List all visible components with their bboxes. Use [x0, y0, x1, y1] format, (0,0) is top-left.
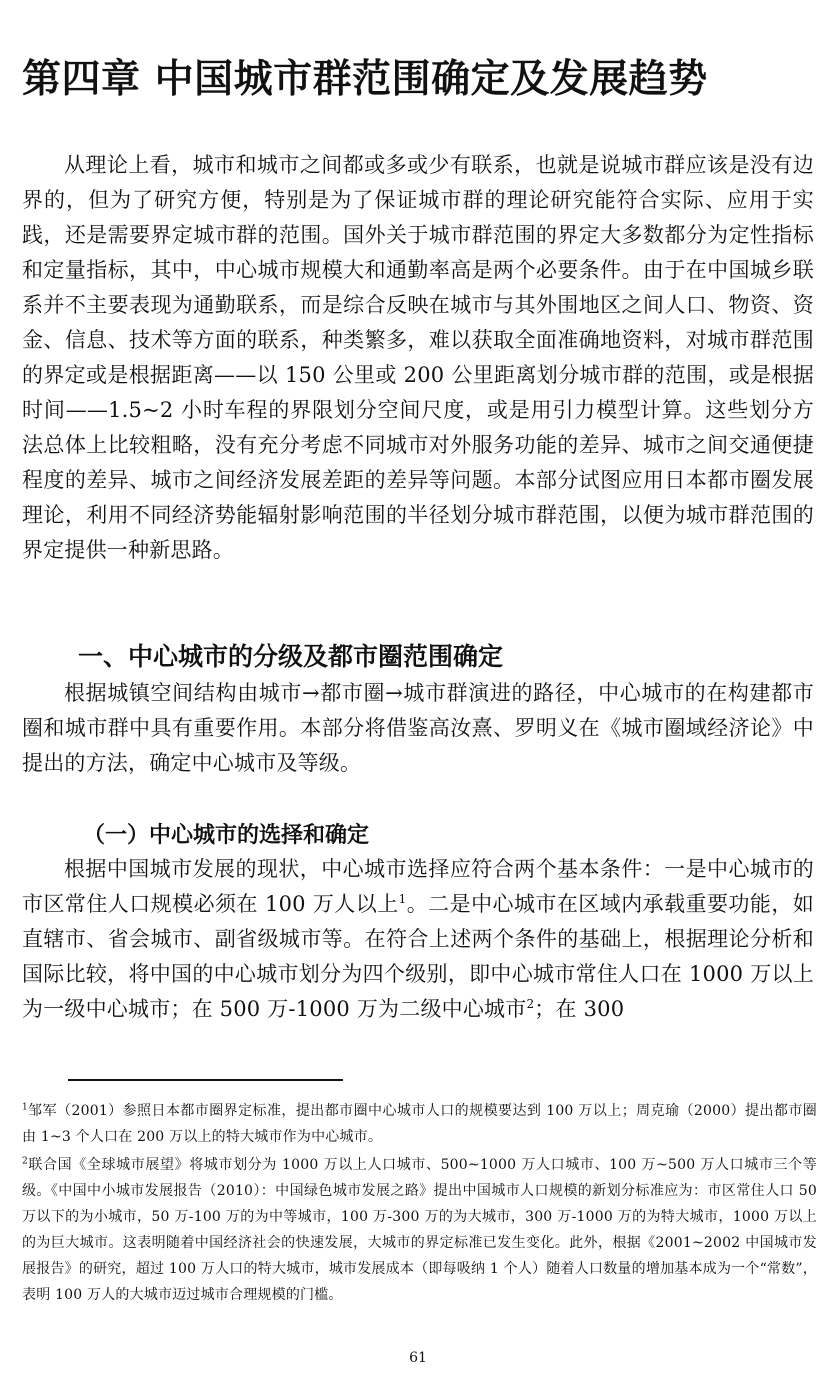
footnotes: [22, 1098, 817, 1310]
subsection-paragraph: [22, 852, 814, 1027]
footnote-text: 邹军（2001）参照日本都市圈界定标准，提出都市圈中心城市人口的规模要达到 100 万以上；周克瑜（2000）提出都市圈由 1~3 个人口在 200 万以上的特大城市作为中心城市。: [22, 1103, 817, 1145]
footnote-text: 联合国《全球城市展望》将城市划分为 1000 万以上人口城市、500~1000 万人口城市、100 万~500 万人口城市三个等级。《中国中小城市发展报告（2010）：中国绿色城市发展之路》提出中国城市人口规模的新划分标准应为：市区常住人口 50 万以下的为小城市，50 万-100 万的为中等城市，100 万-300 万的为大城市，300 万-1000 万的为特大城市，1000 万以上的为巨大城市。这表明随着中国经济社会的快速发展，大城市的界定标准已发生变化。此外，根据《2001~2002 中国城市发展报告》的研究，超过 100 万人口的特大城市，城市发展成本（即每吸纳 1 个人）随着人口数量的增加基本成为一个“常数”，表明 100 万人的大城市迈过城市合理规模的门槛。: [22, 1157, 817, 1303]
page-number: 61: [409, 1350, 427, 1366]
footnote-reference-2[interactable]: 2: [526, 997, 535, 1011]
footnote: [22, 1152, 817, 1308]
paragraph-text-part-1: 根据中国城市发展的现状，中心城市选择应符合两个基本条件：一是中心城市的市区常住人口规模必须在 100 万人以上: [22, 857, 814, 916]
paragraph-text-part-2: 。二是中心城市在区域内承载重要功能，如直辖市、省会城市、副省级城市等。在符合上述两个条件的基础上，根据理论分析和国际比较，将中国的中心城市划分为四个级别，即中心城市常住人口在 1000 万以上为一级中心城市；在 500 万-1000 万为二级中心城市: [22, 892, 814, 1021]
subsection-heading: （一）中心城市的选择和确定: [83, 823, 370, 848]
section-paragraph: 根据城镇空间结构由城市→都市圈→城市群演进的路径，中心城市的在构建都市圈和城市群中具有重要作用。本部分将借鉴高汝熹、罗明义在《城市圈域经济论》中提出的方法，确定中心城市及等级。: [22, 681, 814, 775]
footnote: [22, 1098, 817, 1150]
chapter-title: 第四章 中国城市群范围确定及发展趋势: [22, 57, 708, 103]
intro-paragraph: 从理论上看，城市和城市之间都或多或少有联系，也就是说城市群应该是没有边界的，但为了研究方便，特别是为了保证城市群的理论研究能符合实际、应用于实践，还是需要界定城市群的范围。国外关于城市群范围的界定大多数都分为定性指标和定量指标，其中，中心城市规模大和通勤率高是两个必要条件。由于在中国城乡联系并不主要表现为通勤联系，而是综合反映在城市与其外围地区之间人口、物资、资金、信息、技术等方面的联系，种类繁多，难以获取全面准确地资料，对城市群范围的界定或是根据距离——以 150 公里或 200 公里距离划分城市群的范围，或是根据时间——1.5~2 小时车程的界限划分空间尺度，或是用引力模型计算。这些划分方法总体上比较粗略，没有充分考虑不同城市对外服务功能的差异、城市之间交通便捷程度的差异、城市之间经济发展差距的差异等问题。本部分试图应用日本都市圈发展理论，利用不同经济势能辐射影响范围的半径划分城市群范围，以便为城市群范围的界定提供一种新思路。: [22, 153, 814, 562]
footnote-number: 2: [22, 1156, 28, 1167]
section-heading: 一、中心城市的分级及都市圈范围确定: [78, 641, 504, 671]
paragraph-text-part-3: ；在 300: [534, 997, 625, 1021]
footnote-number: 1: [22, 1102, 28, 1113]
footnote-reference-1[interactable]: 1: [398, 892, 407, 906]
footnote-separator: [68, 1079, 343, 1081]
